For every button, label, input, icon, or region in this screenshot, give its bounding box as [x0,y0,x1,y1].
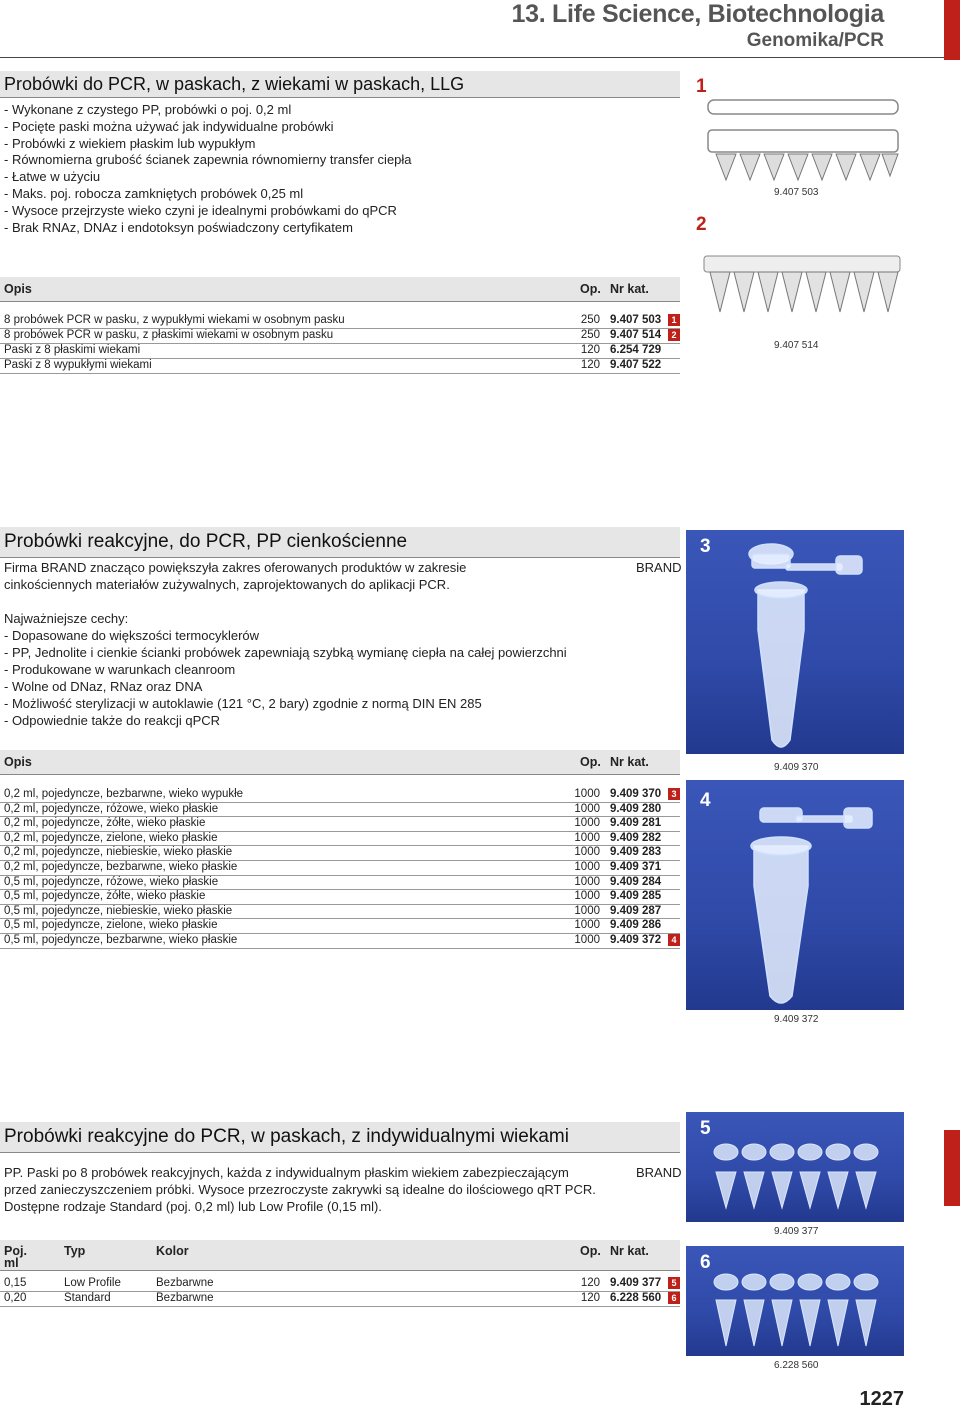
image-caption: 9.407 514 [774,340,819,351]
table-row [0,816,680,832]
image-caption: 9.407 503 [774,187,819,198]
row-desc: Paski z 8 wypukłymi wiekami [4,359,152,371]
tube-illustration [686,780,904,1010]
table-row [0,343,680,359]
row-cat: 9.409 286 [610,919,662,932]
col-color: Kolor [156,1244,189,1258]
row-type: Low Profile [64,1277,121,1289]
intro-paragraph [4,1164,596,1215]
image-ref-badge: 5 [668,1277,680,1289]
chapter-tab [944,0,960,60]
row-desc: 0,5 ml, pojedyncze, zielone, wieko płaskie [4,919,218,932]
row-qty: 1000 [574,919,600,932]
brand-label: BRAND [636,560,682,575]
feature-item: - Wykonane z czystego PP, probówki o poj. 0,2 ml [4,102,292,117]
intro-line: Dostępne rodzaje Standard (poj. 0,2 ml) lub Low Profile (0,15 ml). [4,1199,382,1214]
row-qty: 1000 [574,875,600,888]
table-row [0,889,680,905]
product-photo-tube-flat [686,780,904,1010]
feature-item: - Możliwość sterylizacji w autoklawie (121 °C, 2 bary) zgodnie z normą DIN EN 285 [4,696,482,711]
row-qty: 250 [580,314,600,326]
row-qty: 120 [580,1292,600,1304]
product-photo-strip-standard [686,1246,904,1356]
table-row [0,875,680,891]
col-qty: Op. [580,282,601,296]
row-qty: 1000 [574,817,600,830]
image-number: 2 [696,214,707,235]
row-qty: 1000 [574,802,600,815]
row-qty: 250 [580,329,600,341]
col-vol-unit: ml [4,1256,19,1270]
row-desc: 0,2 ml, pojedyncze, żółte, wieko płaskie [4,817,206,830]
row-qty: 1000 [574,831,600,844]
row-cat: 9.407 503 [610,314,662,326]
pcr-strip-illustration [686,208,904,336]
row-desc: 0,2 ml, pojedyncze, różowe, wieko płaskie [4,802,219,815]
image-ref-badge: 4 [668,934,680,946]
col-cat: Nr kat. [610,282,649,296]
row-desc: 0,5 ml, pojedyncze, niebieskie, wieko płaskie [4,904,233,917]
image-number: 4 [700,790,711,811]
feature-item: - Probówki z wiekiem płaskim lub wypukłym [4,135,256,151]
row-desc: 0,5 ml, pojedyncze, różowe, wieko płaskie [4,875,219,888]
col-type: Typ [64,1244,86,1258]
feature-list [4,102,412,236]
row-cat: 9.409 377 [610,1277,662,1289]
chapter-tab [944,1130,960,1206]
table-row [0,313,680,329]
row-desc: 0,2 ml, pojedyncze, zielone, wieko płaskie [4,831,218,844]
row-desc: 0,5 ml, pojedyncze, żółte, wieko płaskie [4,890,206,903]
product-photo-strip-flat [686,208,904,336]
features-block [4,610,567,729]
table-row [0,918,680,934]
col-cat: Nr kat. [610,755,649,769]
row-cat: 9.409 371 [610,861,662,873]
row-vol: 0,15 [4,1277,27,1289]
row-qty: 1000 [574,861,600,873]
feature-item: - PP, Jednolite i cienkie ścianki probówek zapewniają szybką wymianę ciepła na całej powierzchni [4,645,567,660]
row-cat: 9.409 285 [610,890,662,903]
image-caption: 9.409 372 [774,1014,819,1025]
feature-item: - Maks. poj. robocza zamkniętych probówek 0,25 ml [4,185,304,201]
image-number: 1 [696,76,707,97]
table-row [0,933,680,949]
row-desc: 0,2 ml, pojedyncze, bezbarwne, wieko wypukłe [4,788,244,800]
table-row [0,831,680,847]
row-qty: 1000 [574,788,600,800]
chapter-title: 13. Life Science, Biotechnologia [511,0,884,28]
table-header [0,277,680,302]
features-title: Najważniejsze cechy: [4,611,129,626]
product-photo-tube-domed [686,530,904,754]
table-header [0,1240,680,1271]
row-cat: 9.409 287 [610,904,662,917]
image-caption: 9.409 370 [774,762,819,773]
section-title: Probówki reakcyjne do PCR, w paskach, z indywidualnymi wiekami [4,1126,569,1147]
image-ref-badge: 1 [668,314,680,326]
row-desc: 8 probówek PCR w pasku, z wypukłymi wiekami w osobnym pasku [4,314,345,326]
table-row [0,860,680,876]
row-desc: 8 probówek PCR w pasku, z płaskimi wiekami w osobnym pasku [4,329,334,341]
row-qty: 120 [580,359,600,371]
col-qty: Op. [580,1244,601,1258]
image-ref-badge: 2 [668,329,680,341]
row-cat: 9.409 372 [610,934,662,946]
row-color: Bezbarwne [156,1292,214,1304]
feature-item: - Równomierna grubość ścianek zapewnia równomierny transfer ciepła [4,152,412,168]
tube-illustration [686,530,904,754]
row-desc: 0,2 ml, pojedyncze, niebieskie, wieko płaskie [4,846,233,859]
row-cat: 9.407 514 [610,329,662,341]
row-cat: 9.409 284 [610,875,662,888]
table-row [0,1291,680,1307]
intro-paragraph [4,559,466,593]
image-number: 3 [700,536,711,557]
col-cat: Nr kat. [610,1244,649,1258]
row-qty: 120 [580,1277,600,1289]
row-qty: 1000 [574,904,600,917]
row-qty: 120 [580,344,600,356]
header-rule [0,57,960,58]
feature-item: - Odpowiednie także do reakcji qPCR [4,713,221,728]
image-number: 6 [700,1252,711,1273]
table-row [0,1276,680,1292]
strip-illustration [686,1112,904,1222]
image-caption: 6.228 560 [774,1360,819,1371]
col-desc: Opis [4,282,32,296]
row-cat: 9.409 282 [610,831,662,844]
feature-item: - Produkowane w warunkach cleanroom [4,662,236,677]
row-cat: 9.409 280 [610,802,662,815]
col-vol: Poj. [4,1244,27,1258]
row-vol: 0,20 [4,1292,27,1304]
row-desc: Paski z 8 płaskimi wiekami [4,344,141,356]
feature-item: - Dopasowane do większości termocyklerów [4,628,260,643]
section-title: Probówki reakcyjne, do PCR, PP cienkościenne [4,531,408,552]
table-row [0,787,680,803]
row-cat: 9.407 522 [610,359,662,371]
row-cat: 6.254 729 [610,344,662,356]
row-cat: 6.228 560 [610,1292,662,1304]
table-row [0,328,680,344]
row-cat: 9.409 281 [610,817,662,830]
feature-item: - Wolne od DNaz, RNaz oraz DNA [4,679,203,694]
intro-line: PP. Paski po 8 probówek reakcyjnych, każda z indywidualnym płaskim wiekiem zabezpieczającym [4,1165,569,1180]
product-photo-strip-domed [686,70,904,186]
section-title: Probówki do PCR, w paskach, z wiekami w paskach, LLG [4,74,465,94]
col-desc: Opis [4,755,32,769]
row-type: Standard [64,1292,111,1304]
row-qty: 1000 [574,846,600,859]
product-photo-strip-low-profile [686,1112,904,1222]
image-caption: 9.409 377 [774,1226,819,1237]
feature-item: - Pocięte paski można używać jak indywidualne probówki [4,118,334,134]
intro-line: przed zanieczyszczeniem próbki. Wysoce przezroczyste zakrywki są idealne do ilościowego qRT PCR. [4,1182,596,1197]
feature-item: - Wysoce przejrzyste wieko czyni je idealnymi probówkami do qPCR [4,202,397,218]
feature-item: - Brak RNAz, DNAz i endotoksyn poświadczony certyfikatem [4,219,353,235]
col-qty: Op. [580,755,601,769]
table-row [0,802,680,818]
row-qty: 1000 [574,890,600,903]
image-ref-badge: 6 [668,1292,680,1304]
table-header [0,750,680,775]
row-cat: 9.409 283 [610,846,662,859]
row-qty: 1000 [574,934,600,946]
table-row [0,358,680,374]
pcr-strip-illustration [686,70,904,186]
chapter-subtitle: Genomika/PCR [746,30,884,51]
intro-line: cinkościennych materiałów zużywalnych, zaprojektowanych do aplikacji PCR. [4,577,450,592]
row-desc: 0,2 ml, pojedyncze, bezbarwne, wieko płaskie [4,861,238,873]
feature-item: - Łatwe w użyciu [4,169,101,185]
intro-line: Firma BRAND znacząco powiększyła zakres oferowanych produktów w zakresie [4,560,467,575]
table-row [0,904,680,920]
brand-label: BRAND [636,1165,682,1180]
strip-illustration [686,1246,904,1356]
page-number: 1227 [859,1388,904,1410]
row-color: Bezbarwne [156,1277,214,1289]
row-cat: 9.409 370 [610,788,662,800]
row-desc: 0,5 ml, pojedyncze, bezbarwne, wieko płaskie [4,934,238,946]
table-row [0,845,680,861]
image-number: 5 [700,1118,711,1139]
image-ref-badge: 3 [668,788,680,800]
